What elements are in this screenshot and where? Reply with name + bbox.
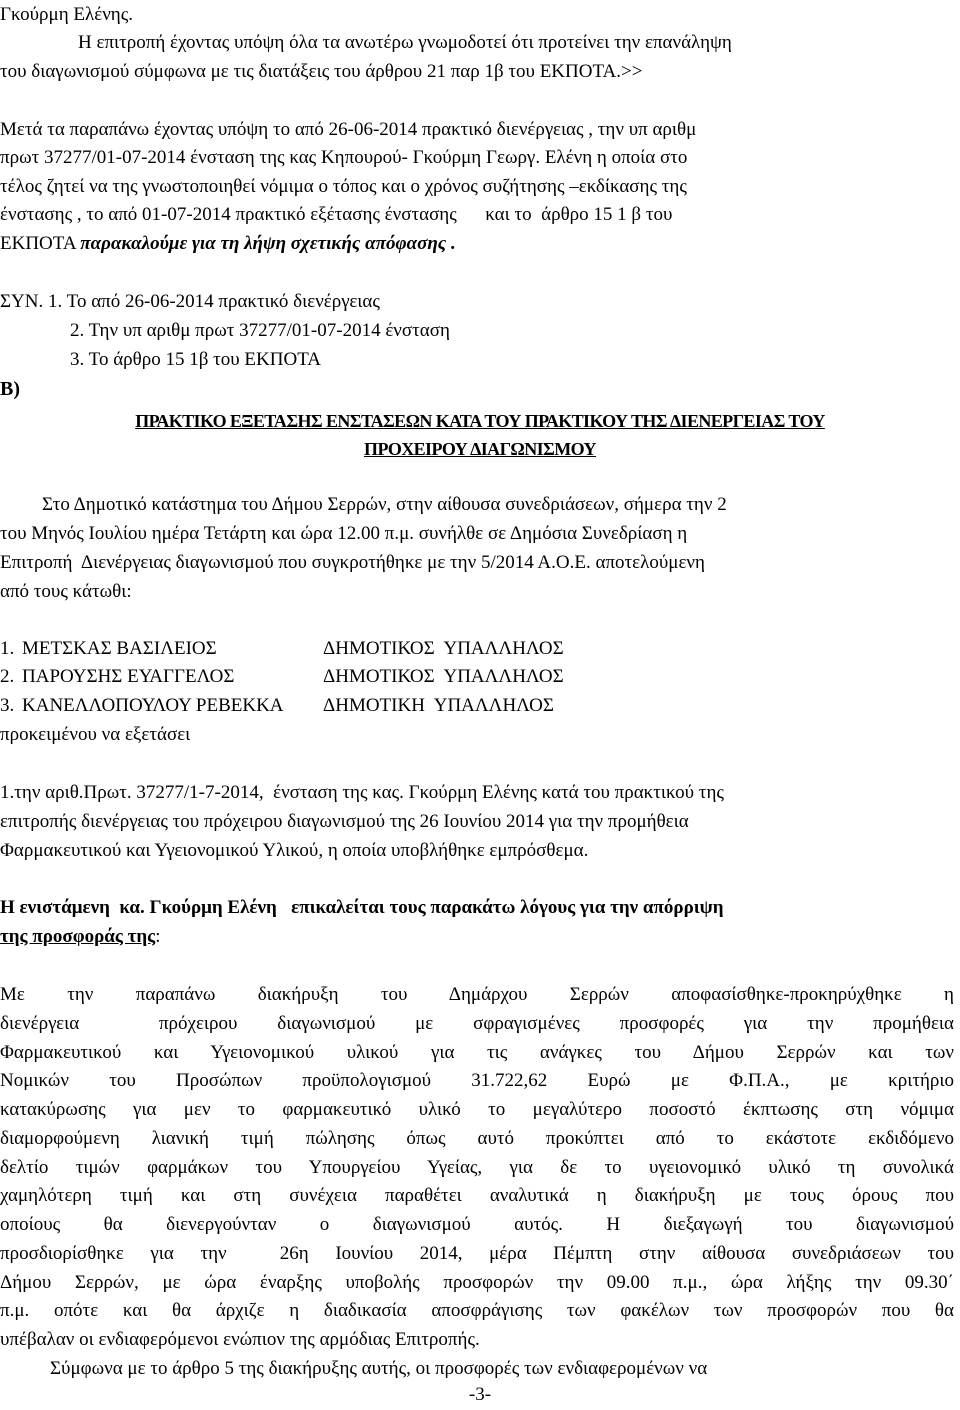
para4-line-1: Με την παραπάνω διακήρυξη του Δημάρχου Σερρών αποφασίσθηκε-προκηρύχθηκε η (0, 984, 954, 1005)
attachment-3: 3. Το άρθρο 15 1β του ΕΚΠΟΤΑ (70, 349, 322, 370)
top-line-1: Γκούρμη Ελένης. (0, 4, 133, 25)
para2-line-2: του Μηνός Ιουλίου ημέρα Τετάρτη και ώρα 12.00 π.μ. συνήλθε σε Δημόσια Συνεδρίαση η (0, 523, 688, 544)
member-role: ΔΗΜΟΤΙΚΟΣ ΥΠΑΛΛΗΛΟΣ (323, 666, 564, 687)
para2-line-3: Επιτροπή Διενέργειας διαγωνισμού που συγκροτήθηκε με την 5/2014 Α.Ο.Ε. αποτελούμενη (0, 552, 705, 573)
objector-line-2 (0, 922, 960, 952)
para4-line-11: Δήμου Σερρών, με ώρα έναρξης υποβολής προσφορών την 09.00 π.μ., ώρα λήξης την 09.30΄ (0, 1272, 954, 1293)
para4-line-10: προσδιορίσθηκε για την 26η Ιουνίου 2014, μέρα Πέμπτη στην αίθουσα συνεδριάσεων του (0, 1243, 954, 1264)
para3-line-1: 1.την αριθ.Πρωτ. 37277/1-7-2014, ένσταση της κας. Γκούρμη Ελένης κατά του πρακτικού της (0, 782, 724, 803)
section-title-line-1: ΠΡΑΚΤΙΚΟ ΕΞΕΤΑΣΗΣ ΕΝΣΤΑΣΕΩΝ ΚΑΤΑ ΤΟΥ ΠΡΑΚΤΙΚΟΥ ΤΗΣ ΔΙΕΝΕΡΓΕΙΑΣ ΤΟΥ (135, 411, 825, 431)
para1-line-1: Μετά τα παραπάνω έχοντας υπόψη το από 26-06-2014 πρακτικό διενέργειας , την υπ αριθμ (0, 119, 697, 140)
attachment-1: ΣΥΝ. 1. Το από 26-06-2014 πρακτικό διενέργειας (0, 291, 380, 312)
para4-line-6: διαμορφούμενη λιανική τιμή πώλησης όπως αυτό προκύπτει από το εκάστοτε εκδιδόμενο (0, 1128, 954, 1149)
member-role: ΔΗΜΟΤΙΚΟΣ ΥΠΑΛΛΗΛΟΣ (323, 638, 564, 659)
para4-line-13: υπέβαλαν οι ενδιαφερόμενοι ενώπιον της αρμόδιας Επιτροπής. (0, 1329, 480, 1350)
para1-line-2: πρωτ 37277/01-07-2014 ένσταση της κας Κηπουρού- Γκούρμη Γεωργ. Ελένη η οποία στο (0, 147, 688, 168)
para4-line-8: χαμηλότερη τιμή και στη συνέχεια παραθέτει αναλυτικά η διακήρυξη με τους όρους που (0, 1185, 954, 1206)
para4-line-4: Νομικών του Προσώπων προϋπολογισμού 31.722,62 Ευρώ με Φ.Π.Α., με κριτήριο (0, 1070, 954, 1091)
para4-line-5: κατακύρωσης για μεν το φαρμακευτικό υλικό το μεγαλύτερο ποσοστό έκπτωσης στη νόμιμα (0, 1099, 954, 1120)
para1-line-3: τέλος ζητεί να της γνωστοποιηθεί νόμιμα ο τόπος και ο χρόνος συζήτησης –εκδίκασης της (0, 176, 687, 197)
para4-line-2: διενέργεια πρόχειρου διαγωνισμού με σφραγισμένες προσφορές για την προμήθεια (0, 1013, 954, 1034)
purpose-line: προκειμένου να εξετάσει (0, 724, 191, 745)
para1-line-4: ένστασης , το από 01-07-2014 πρακτικό εξέτασης ένστασης και το άρθρο 15 1 β του (0, 204, 673, 225)
para2-line-4: από τους κάτωθι: (0, 581, 132, 602)
objector-heading-end: της προσφοράς της (0, 926, 156, 947)
member-num: 1. (0, 638, 15, 659)
member-name: ΚΑΝΕΛΛΟΠΟΥΛΟΥ ΡΕΒΕΚΚΑ (22, 695, 284, 716)
member-role: ΔΗΜΟΤΙΚΗ ΥΠΑΛΛΗΛΟΣ (323, 695, 554, 716)
page-number: -3- (468, 1384, 492, 1405)
para1-line-5-start: ΕΚΠΟΤΑ (0, 233, 81, 254)
objector-line-1: Η ενιστάμενη κα. Γκούρμη Ελένη επικαλείται τους παρακάτω λόγους για την απόρριψη (0, 897, 724, 918)
top-line-2: Η επιτροπή έχοντας υπόψη όλα τα ανωτέρω γνωμοδοτεί ότι προτείνει την επανάληψη (78, 32, 732, 53)
objector-colon: : (155, 926, 161, 947)
para4-line-12: π.μ. οπότε και θα άρχιζε η διαδικασία αποσφράγισης των φακέλων των προσφορών που θα (0, 1300, 954, 1321)
para3-line-3: Φαρμακευτικού και Υγειονομικού Υλικού, η οποία υποβλήθηκε εμπρόσθεμα. (0, 840, 589, 861)
para1-line-5 (0, 229, 960, 259)
section-letter: Β) (0, 378, 20, 400)
para2-line-1: Στο Δημοτικό κατάστημα του Δήμου Σερρών, στην αίθουσα συνεδριάσεων, σήμερα την 2 (42, 494, 727, 515)
member-num: 2. (0, 666, 15, 687)
request-decision-text: παρακαλούμε για τη λήψη σχετικής απόφασης . (80, 233, 456, 254)
section-title-line-2: ΠΡΟΧΕΙΡΟΥ ΔΙΑΓΩΝΙΣΜΟΥ (364, 439, 596, 459)
para4-line-7: δελτίο τιμών φαρμάκων του Υπουργείου Υγείας, για δε το υγειονομικό υλικό τη συνολικά (0, 1157, 954, 1178)
member-name: ΠΑΡΟΥΣΗΣ ΕΥΑΓΓΕΛΟΣ (22, 666, 235, 687)
last-line: Σύμφωνα με το άρθρο 5 της διακήρυξης αυτής, οι προσφορές των ενδιαφερομένων να (50, 1358, 708, 1379)
attachment-2: 2. Την υπ αριθμ πρωτ 37277/01-07-2014 ένσταση (70, 320, 450, 341)
top-line-3: του διαγωνισμού σύμφωνα με τις διατάξεις του άρθρου 21 παρ 1β του ΕΚΠΟΤΑ.>> (0, 61, 643, 82)
para4-line-3: Φαρμακευτικού και Υγειονομικού υλικού για τις ανάγκες του Δήμου Σερρών και των (0, 1042, 954, 1063)
para4-line-9: οποίους θα διενεργούνταν ο διαγωνισμού αυτός. Η διεξαγωγή του διαγωνισμού (0, 1214, 954, 1235)
member-num: 3. (0, 695, 15, 716)
para3-line-2: επιτροπής διενέργειας του πρόχειρου διαγωνισμού της 26 Ιουνίου 2014 για την προμήθεια (0, 811, 689, 832)
member-name: ΜΕΤΣΚΑΣ ΒΑΣΙΛΕΙΟΣ (22, 638, 217, 659)
